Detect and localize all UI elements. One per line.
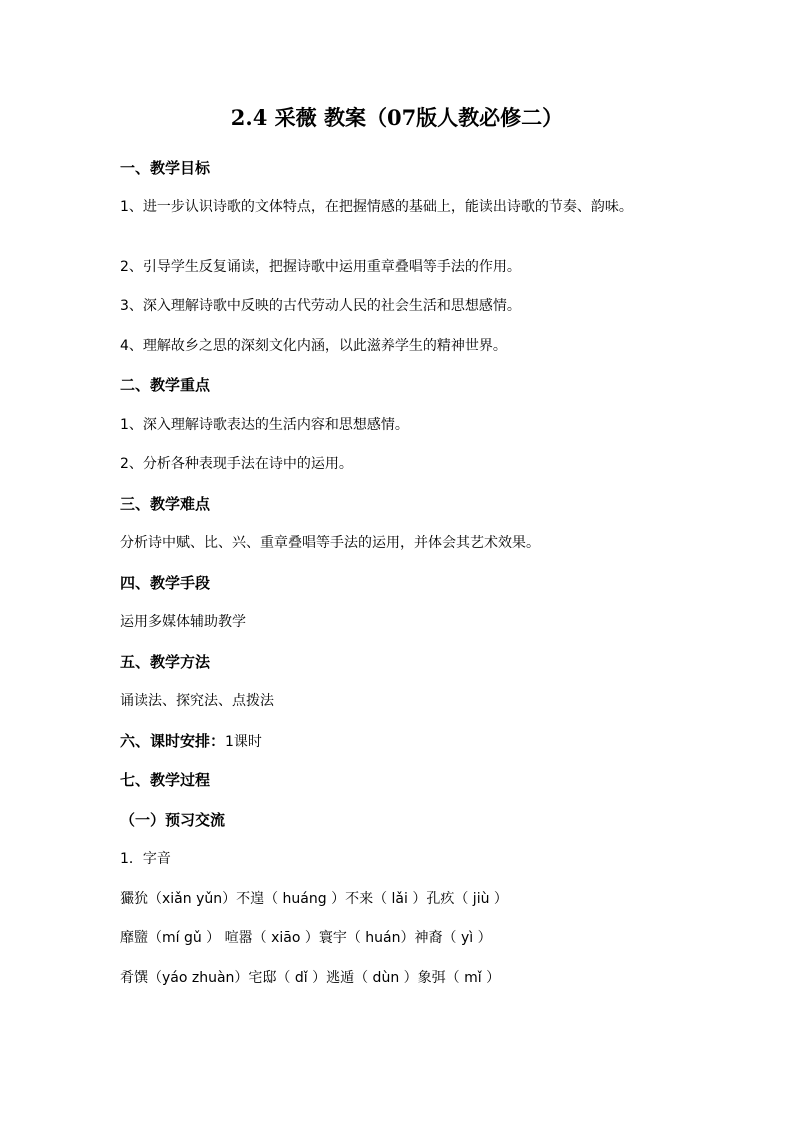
difficulty-text: 分析诗中赋、比、兴、重章叠唱等手法的运用，并体会其艺术效果。 (120, 535, 540, 551)
subsection-heading-preview: （一）预习交流 (120, 811, 226, 829)
key-point-item-1: 1、深入理解诗歌表达的生活内容和思想感情。 (120, 417, 409, 433)
objective-item-4: 4、理解故乡之思的深刻文化内涵，以此滋养学生的精神世界。 (120, 338, 507, 354)
section-heading-difficulties: 三、教学难点 (120, 495, 211, 513)
objective-item-2: 2、引导学生反复诵读，把握诗歌中运用重章叠唱等手法的作用。 (120, 259, 521, 275)
preview-item-pronunciation: 1．字音 (120, 851, 171, 867)
section-heading-objectives: 一、教学目标 (120, 159, 211, 177)
pinyin-line-2: 靡盬（mí gǔ ） 喧嚣（ xiāo ）寰宇（ huán）神裔（ yì ） (120, 930, 492, 946)
document-title: 2.4 采薇 教案（07版人教必修二） (230, 105, 564, 130)
methods-text: 诵读法、探究法、点拨法 (120, 693, 274, 709)
pinyin-line-1: 玁狁（xiǎn yǔn）不遑（ huáng ）不来（ lǎi ）孔疚（ jiù ） (120, 891, 508, 907)
means-text: 运用多媒体辅助教学 (120, 614, 246, 630)
schedule-line (120, 731, 680, 752)
section-heading-key-points: 二、教学重点 (120, 376, 211, 394)
schedule-value: 1课时 (225, 734, 262, 750)
pinyin-line-3: 肴馔（yáo zhuàn）宅邸（ dǐ ）逃遁（ dùn ）象弭（ mǐ ） (120, 970, 501, 986)
section-heading-schedule: 六、课时安排： (120, 732, 226, 750)
section-heading-methods: 五、教学方法 (120, 653, 211, 671)
section-heading-process: 七、教学过程 (120, 771, 211, 789)
section-heading-means: 四、教学手段 (120, 574, 211, 592)
key-point-item-2: 2、分析各种表现手法在诗中的运用。 (120, 456, 353, 472)
objective-item-3: 3、深入理解诗歌中反映的古代劳动人民的社会生活和思想感情。 (120, 298, 521, 314)
objective-item-1: 1、进一步认识诗歌的文体特点，在把握情感的基础上，能读出诗歌的节奏、韵味。 (120, 199, 633, 215)
